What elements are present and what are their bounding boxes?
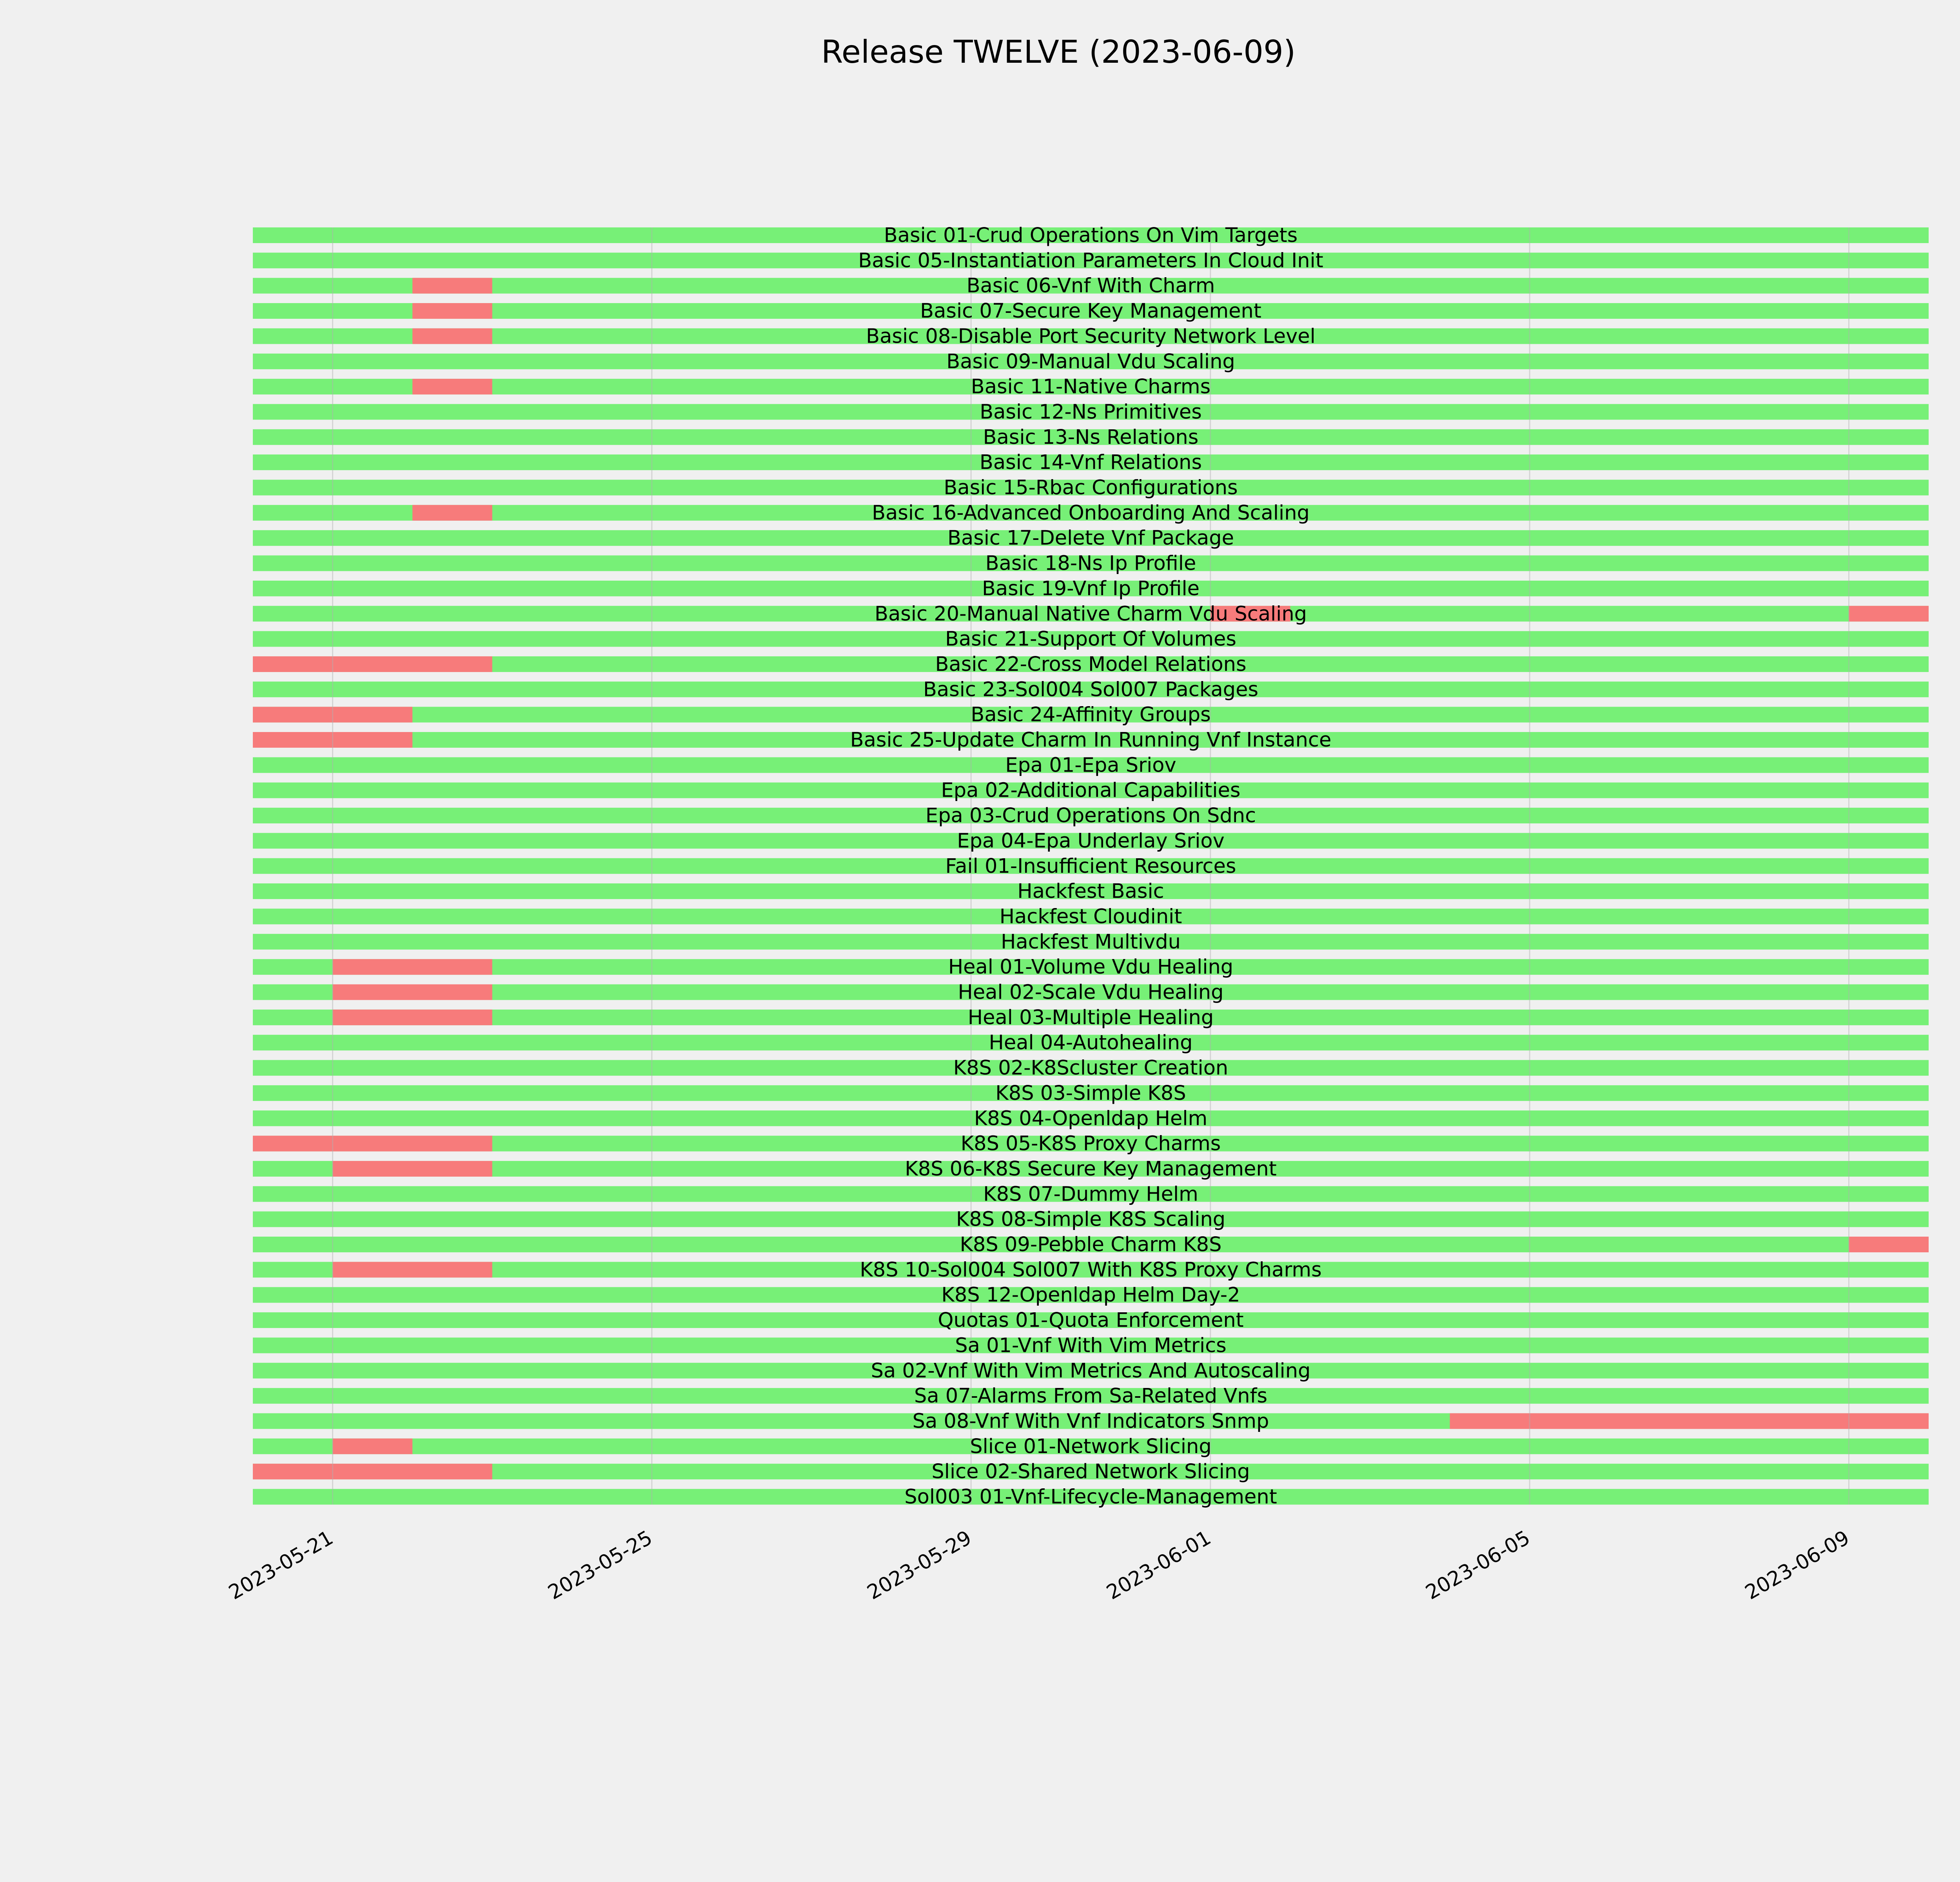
fail-bar [412,379,492,394]
row-label: Sa 07-Alarms From Sa-Related Vnfs [914,1384,1268,1408]
row-label: Basic 06-Vnf With Charm [966,274,1215,298]
row-label: Heal 03-Multiple Healing [967,1006,1214,1029]
fail-bar [1849,1237,1929,1252]
row-label: K8S 05-K8S Proxy Charms [960,1132,1221,1155]
fail-bar [333,959,492,975]
row-label: Epa 02-Additional Capabilities [941,779,1241,802]
x-tick-label: 2023-06-05 [1422,1526,1534,1604]
row-label: K8S 09-Pebble Charm K8S [960,1233,1222,1256]
row-label: Basic 24-Affinity Groups [971,703,1211,727]
row-label: Basic 12-Ns Primitives [980,400,1202,424]
row-label: Hackfest Multivdu [1001,930,1181,954]
x-tick-label: 2023-06-09 [1741,1526,1853,1604]
row-label: K8S 02-K8Scluster Creation [953,1056,1229,1080]
fail-bar [253,1464,492,1479]
row-label: Basic 14-Vnf Relations [979,451,1202,474]
row-label: Heal 04-Autohealing [989,1031,1193,1055]
fail-bar [1450,1413,1929,1429]
fail-bar [1849,606,1929,621]
row-label: Basic 07-Secure Key Management [920,300,1261,323]
row-label: Basic 11-Native Charms [971,375,1211,399]
row-label: K8S 12-Openldap Helm Day-2 [941,1283,1240,1307]
fail-bar [333,1010,492,1025]
fail-bar [412,328,492,344]
row-label: K8S 03-Simple K8S [995,1081,1186,1105]
row-label: Basic 01-Crud Operations On Vim Targets [884,224,1298,247]
fail-bar [333,1262,492,1277]
row-label: Heal 01-Volume Vdu Healing [948,956,1234,979]
x-tick-label: 2023-05-25 [544,1526,657,1604]
row-label: Basic 09-Manual Vdu Scaling [946,350,1235,373]
chart-title: Release TWELVE (2023-06-09) [821,34,1296,70]
fail-bar [412,278,492,294]
fail-bar [253,656,492,672]
row-label: Quotas 01-Quota Enforcement [938,1309,1244,1332]
fail-bar [412,303,492,319]
row-label: Basic 19-Vnf Ip Profile [982,577,1200,600]
row-label: Sa 08-Vnf With Vnf Indicators Snmp [912,1410,1269,1433]
row-label: Sol003 01-Vnf-Lifecycle-Management [904,1485,1277,1509]
row-label: Basic 25-Update Charm In Running Vnf Instance [850,728,1332,752]
row-label: K8S 10-Sol004 Sol007 With K8S Proxy Charms [860,1258,1322,1282]
row-label: Basic 13-Ns Relations [983,425,1199,449]
row-label: Heal 02-Scale Vdu Healing [958,981,1224,1004]
row-label: Sa 02-Vnf With Vim Metrics And Autoscaling [871,1359,1311,1382]
row-label: Epa 04-Epa Underlay Sriov [957,829,1225,853]
fail-bar [412,505,492,521]
row-label: Fail 01-Insufficient Resources [945,854,1236,878]
row-label: Epa 01-Epa Sriov [1005,754,1176,777]
row-label: Basic 18-Ns Ip Profile [985,552,1196,575]
row-label: Slice 01-Network Slicing [970,1435,1212,1458]
x-tick-label: 2023-05-21 [225,1526,338,1604]
x-tick-label: 2023-05-29 [863,1526,976,1604]
row-label: Slice 02-Shared Network Slicing [931,1460,1250,1484]
fail-bar [333,1161,492,1177]
row-label: Basic 17-Delete Vnf Package [947,527,1234,550]
row-label: Basic 20-Manual Native Charm Vdu Scaling [874,602,1307,626]
row-label: Hackfest Cloudinit [999,905,1182,928]
row-label: K8S 08-Simple K8S Scaling [956,1208,1226,1231]
row-label: Basic 23-Sol004 Sol007 Packages [923,678,1259,701]
row-label: Basic 22-Cross Model Relations [935,652,1247,676]
row-label: Basic 05-Instantiation Parameters In Cloud Init [858,249,1323,272]
row-label: K8S 06-K8S Secure Key Management [905,1157,1277,1181]
row-label: Basic 08-Disable Port Security Network Level [866,325,1316,348]
row-label: Sa 01-Vnf With Vim Metrics [955,1334,1227,1357]
row-label: K8S 07-Dummy Helm [983,1183,1198,1206]
fail-bar [253,1136,492,1152]
row-label: Hackfest Basic [1017,880,1164,903]
row-label: Epa 03-Crud Operations On Sdnc [925,804,1256,828]
row-label: Basic 15-Rbac Configurations [944,476,1238,500]
fail-bar [333,1439,413,1454]
row-label: Basic 16-Advanced Onboarding And Scaling [872,501,1310,525]
x-tick-label: 2023-06-01 [1103,1526,1215,1604]
fail-bar [333,985,492,1000]
row-label: K8S 04-Openldap Helm [974,1107,1208,1130]
row-label: Basic 21-Support Of Volumes [945,627,1236,651]
